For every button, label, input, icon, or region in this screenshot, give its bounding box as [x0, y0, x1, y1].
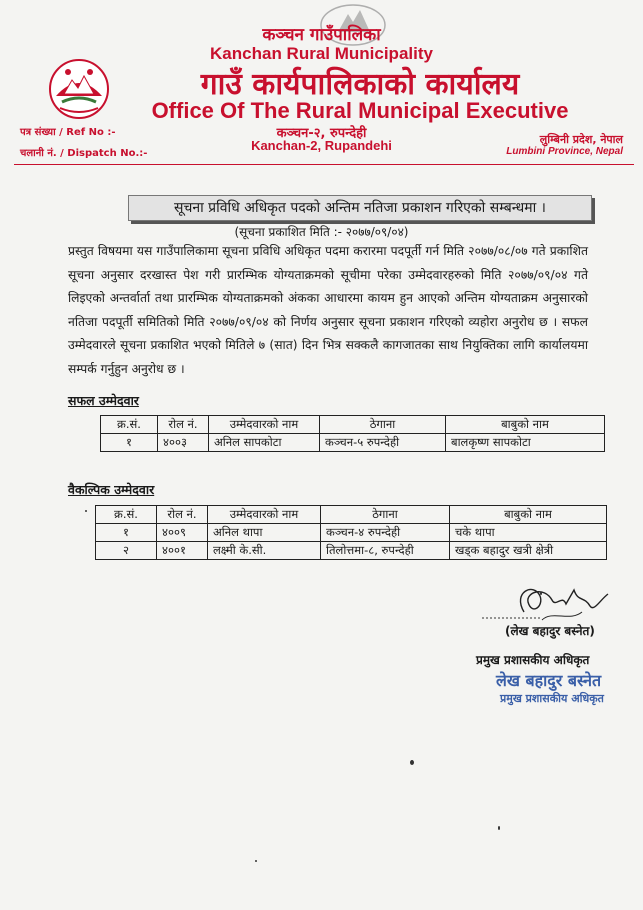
cell-name: लक्ष्मी के.सी. [208, 542, 321, 560]
col-roll: रोल नं. [158, 416, 209, 434]
office-name-en: Office Of The Rural Municipal Executive [151, 98, 569, 123]
cell-address: तिलोत्तमा-८, रुपन्देही [321, 542, 450, 560]
successful-candidates-table [100, 415, 605, 452]
alternate-candidates-table [95, 505, 607, 560]
signatory-designation: प्रमुख प्रशासकीय अधिकृत [476, 653, 590, 667]
successful-candidates-title: सफल उम्मेदवार [68, 393, 139, 408]
table-row [101, 434, 605, 452]
municipality-logo-icon [48, 58, 110, 120]
province-np: लुम्बिनी प्रदेश, नेपाल [539, 133, 623, 146]
notice-body: प्रस्तुत विषयमा यस गाउँपालिकामा सूचना प्रविधि अधिकृत पदमा करारमा पदपूर्ती गर्न मिति २०७७/०८/०७ गते प्रकाशित सूचना अनुसार दरखास्त पेश गरी प्रारम्भिक योग्यताक्रमको सूचीमा परेका उम्मेदवारहरुको मिति २०७७/०९/०४ गते लिइएको अन्तर्वार्ता तथा प्रारम्भिक योग्यताक्रमको अंकका आधारमा कायम हुन आएको अन्तिम योग्यताक्रम अनुसारको नतिजा पदपूर्ती समितिको मिति २०७७/०९/०४ को निर्णय अनुसार सूचना प्रकाशन गरिएको व्यहोरा अनुरोध छ । सफल उम्मेदवारले सूचना प्रकाशित भएको मितिले ७ (सात) दिन भित्र सक्कलै कागजातका साथ नियुक्तिका लागि कार्यालयमा सम्पर्क गर्नुहुन अनुरोध छ । [68, 244, 588, 376]
ref-no-label: पत्र संख्या / Ref No :- [20, 127, 116, 138]
alternate-candidates-title: वैकल्पिक उम्मेदवार [68, 482, 155, 497]
speck [255, 860, 257, 862]
cell-sn: २ [96, 542, 157, 560]
table-header-row [96, 506, 607, 524]
col-name: उम्मेदवारको नाम [209, 416, 320, 434]
stamp-designation: प्रमुख प्रशासकीय अधिकृत [500, 692, 604, 705]
office-name-np: गाउँ कार्यपालिकाको कार्यालय [200, 67, 520, 102]
stamp-name: लेख बहादुर बस्नेत [496, 671, 602, 690]
speck [540, 592, 542, 595]
cell-father: चके थापा [450, 524, 607, 542]
speck [410, 760, 414, 765]
cell-roll: ४००३ [158, 434, 209, 452]
col-address: ठेगाना [320, 416, 446, 434]
cell-name: अनिल सापकोटा [209, 434, 320, 452]
cell-roll: ४००१ [157, 542, 208, 560]
cell-sn: १ [96, 524, 157, 542]
cell-father: बालकृष्ण सापकोटा [446, 434, 605, 452]
speck [85, 510, 87, 512]
subject-box: सूचना प्रविधि अधिकृत पदको अन्तिम नतिजा प्रकाशन गरिएको सम्बन्धमा । [128, 195, 592, 221]
col-address: ठेगाना [321, 506, 450, 524]
cell-father: खड्क बहादुर खत्री क्षेत्री [450, 542, 607, 560]
cell-roll: ४००९ [157, 524, 208, 542]
cell-sn: १ [101, 434, 158, 452]
col-father: बाबुको नाम [450, 506, 607, 524]
col-sn: क्र.सं. [101, 416, 158, 434]
municipality-name-en: Kanchan Rural Municipality [210, 44, 433, 63]
published-date: (सूचना प्रकाशित मिति :- २०७७/०९/०४) [234, 225, 409, 239]
municipality-name-np: कञ्चन गाउँपालिका [262, 25, 381, 45]
signatory-name: (लेख बहादुर बस्नेत) [505, 624, 595, 638]
table-header-row [101, 416, 605, 434]
col-father: बाबुको नाम [446, 416, 605, 434]
col-sn: क्र.सं. [96, 506, 157, 524]
speck [498, 826, 500, 830]
col-name: उम्मेदवारको नाम [208, 506, 321, 524]
address-en: Kanchan-2, Rupandehi [251, 138, 392, 153]
header-divider [14, 164, 634, 165]
province-en: Lumbini Province, Nepal [506, 146, 623, 157]
cell-name: अनिल थापा [208, 524, 321, 542]
cell-address: कञ्चन-४ रुपन्देही [321, 524, 450, 542]
table-row [96, 542, 607, 560]
dispatch-no-label: चलानी नं. / Dispatch No.:- [20, 148, 148, 159]
table-row [96, 524, 607, 542]
col-roll: रोल नं. [157, 506, 208, 524]
cell-address: कञ्चन-५ रुपन्देही [320, 434, 446, 452]
address-np: कञ्चन-२, रुपन्देही [276, 126, 367, 141]
